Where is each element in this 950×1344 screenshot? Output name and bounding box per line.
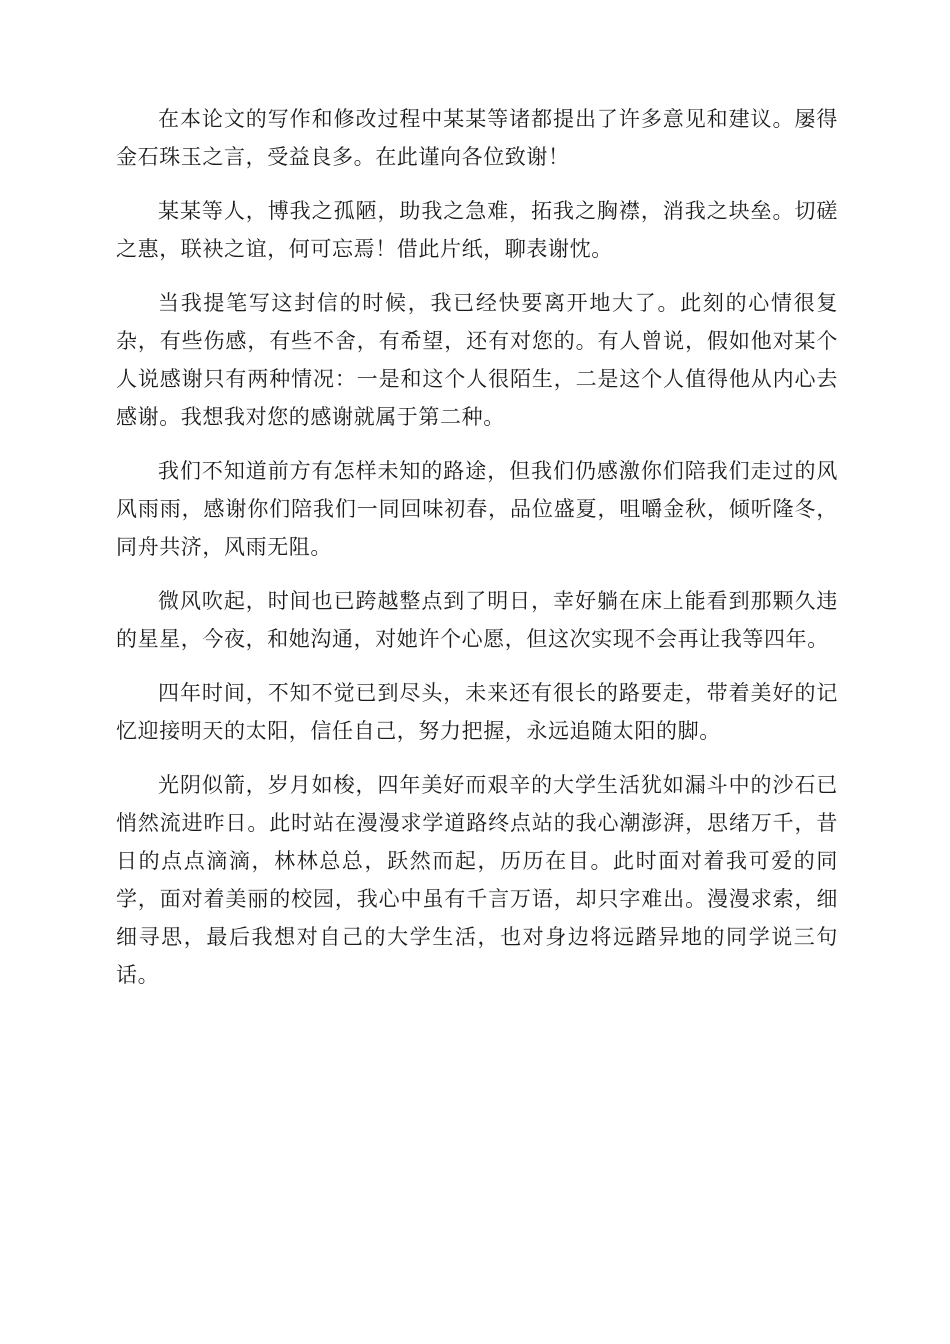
paragraph-3: 当我提笔写这封信的时候，我已经快要离开地大了。此刻的心情很复杂，有些伤感，有些不舍，有希望，还有对您的。有人曾说，假如他对某个人说感谢只有两种情况：一是和这个人很陌生，二是这个人值得他从内心去感谢。我想我对您的感谢就属于第二种。 (116, 291, 838, 429)
paragraph-4: 我们不知道前方有怎样未知的路途，但我们仍感激你们陪我们走过的风风雨雨，感谢你们陪我们一同回味初春，品位盛夏，咀嚼金秋，倾听隆冬，同舟共济，风雨无阻。 (116, 459, 838, 559)
document-body (116, 100, 838, 1010)
paragraph-7: 光阴似箭，岁月如梭，四年美好而艰辛的大学生活犹如漏斗中的沙石已悄然流进昨日。此时站在漫漫求学道路终点站的我心潮澎湃，思绪万千，昔日的点点滴滴，林林总总，跃然而起，历历在目。此时面对着我可爱的同学，面对着美丽的校园，我心中虽有千言万语，却只字难出。漫漫求索，细细寻思，最后我想对自己的大学生活，也对身边将远踏异地的同学说三句话。 (116, 773, 838, 987)
paragraph-2: 某某等人，博我之孤陋，助我之急难，拓我之胸襟，消我之块垒。切磋之惠，联袂之谊，何可忘焉！借此片纸，聊表谢忱。 (116, 199, 838, 261)
paragraph-1: 在本论文的写作和修改过程中某某等诸都提出了许多意见和建议。屡得金石珠玉之言，受益良多。在此谨向各位致谢！ (116, 107, 838, 169)
paragraph-6: 四年时间，不知不觉已到尽头，未来还有很长的路要走，带着美好的记忆迎接明天的太阳，信任自己，努力把握，永远追随太阳的脚。 (116, 681, 838, 743)
paragraph-5: 微风吹起，时间也已跨越整点到了明日，幸好躺在床上能看到那颗久违的星星，今夜，和她沟通，对她许个心愿，但这次实现不会再让我等四年。 (116, 589, 838, 651)
